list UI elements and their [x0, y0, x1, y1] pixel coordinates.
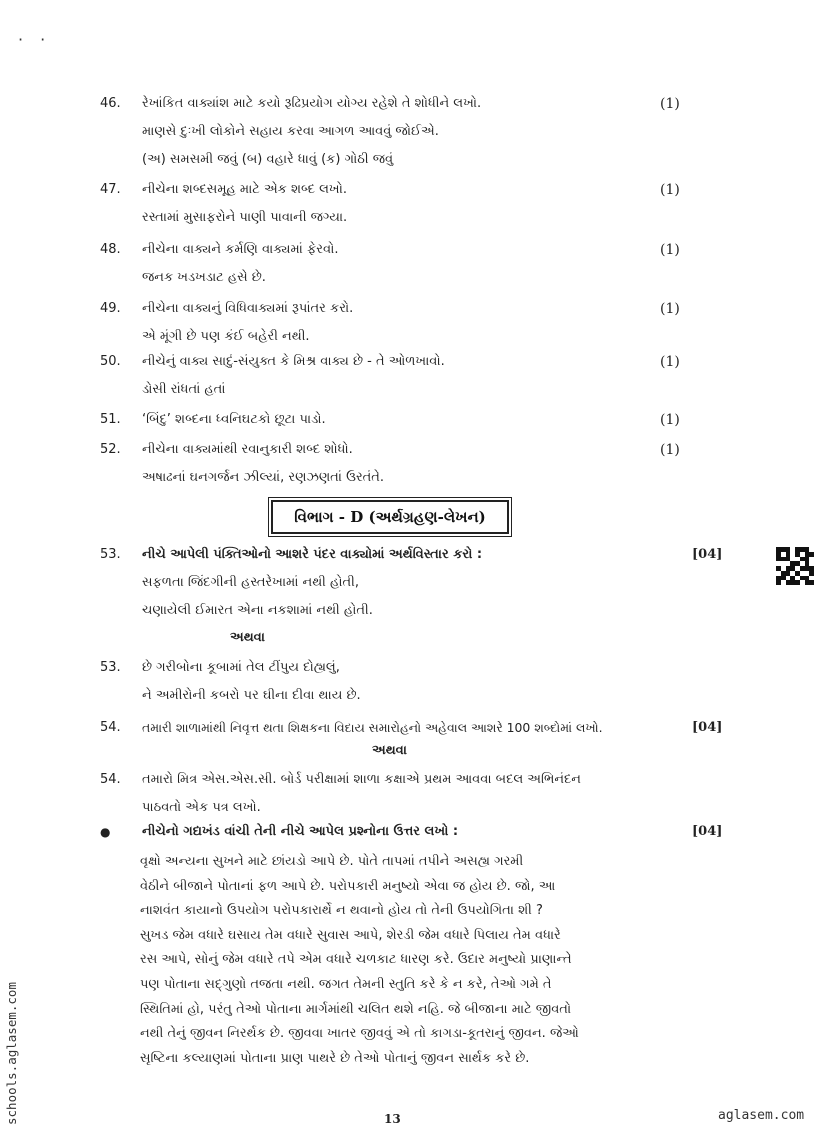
or-label: અથવા: [372, 743, 407, 758]
side-watermark: schools.aglasem.com: [4, 982, 19, 1125]
question-options: (અ) સમસમી જવું (બ) વહારે ધાવું (ક) ગોઠી જવું: [142, 152, 394, 167]
question-48: [100, 236, 720, 292]
question-55: [100, 818, 740, 846]
poem-line: ને અમીરોની કબરો પર ઘીના દીવા થાય છે.: [142, 688, 361, 703]
question-text: નીચેનું વાક્ય સાદું-સંયુક્ત કે મિશ્ર વાક્ય છે - તે ઓળખાવો.: [142, 354, 445, 369]
question-text: નીચેના વાક્યમાંથી રવાનુકારી શબ્દ શોધો.: [142, 442, 353, 457]
question-50: [100, 348, 720, 404]
question-47: [100, 176, 720, 232]
question-54: [100, 714, 740, 742]
passage-line: નાશવંત કાયાનો ઉપયોગ પરોપકારાર્થે ન થવાનો હોય તો તેની ઉપયોગિતા શી ?: [140, 903, 543, 919]
question-marks: (1): [660, 354, 680, 370]
passage-line: સૃષ્ટિના કલ્યાણમાં પોતાના પ્રાણ પાથરે છે તેઓ પોતાનું જીવન સાર્થક કરે છે.: [140, 1050, 530, 1066]
question-51: [100, 406, 720, 434]
passage-line: પણ પોતાના સદ્‌ગુણો તજતા નથી. જગત તેમની સ્તુતિ કરે કે ન કરે, તેઓ ગમે તે: [140, 976, 552, 992]
poem-line: છે ગરીબોના કૂબામાં તેલ ટીંપુય દોહ્યલું,: [142, 660, 340, 675]
question-marks: (1): [660, 412, 680, 428]
question-number: 48.: [100, 242, 121, 257]
question-text: નીચેના વાક્યને કર્મણિ વાક્યમાં ફેરવો.: [142, 242, 339, 257]
question-number: 47.: [100, 182, 121, 197]
question-number: 54.: [100, 720, 121, 735]
question-marks: (1): [660, 182, 680, 198]
question-46: [100, 90, 720, 174]
question-marks: (1): [660, 301, 680, 317]
question-sentence: રસ્તામાં મુસાફરોને પાણી પાવાની જગ્યા.: [142, 210, 348, 225]
question-number: 49.: [100, 301, 121, 316]
passage-line: નથી તેનું જીવન નિરર્થક છે. જીવવા ખાતર જીવવું એ તો કાગડા-કૂતરાનું જીવન. જેઓ: [140, 1026, 579, 1042]
poem-line: સફળતા જિંદગીની હસ્તરેખામાં નથી હોતી,: [142, 575, 359, 590]
question-number: 53.: [100, 660, 121, 675]
question-text: નીચેના શબ્દસમૂહ માટે એક શબ્દ લખો.: [142, 182, 348, 197]
question-52: [100, 436, 720, 492]
question-53: [100, 541, 740, 625]
question-sentence: જનક ખડખડાટ હસે છે.: [142, 270, 266, 285]
question-text: નીચેના વાક્યનું વિધિવાક્યમાં રૂપાંતર કરો.: [142, 301, 354, 316]
passage-line: વૃક્ષો અન્યના સુખને માટે છાંયડો આપે છે. પોતે તાપમાં તપીને અસહ્ય ગરમી: [140, 854, 524, 869]
question-marks: [04]: [692, 547, 723, 562]
page-number: 13: [384, 1112, 401, 1126]
poem-line: ચણાયેલી ઈમારત એના નકશામાં નથી હોતી.: [142, 603, 373, 618]
question-sentence: માણસે દુઃખી લોકોને સહાય કરવા આગળ આવવું જોઈએ.: [142, 124, 439, 139]
question-text: પાઠવતો એક પત્ર લખો.: [142, 800, 261, 815]
question-text: ‘બિંદુ’ શબ્દના ધ્વનિઘટકો છૂટા પાડો.: [142, 412, 326, 427]
question-number: 54.: [100, 772, 121, 787]
question-text: તમારો મિત્ર એસ.એસ.સી. બોર્ડ પરીક્ષામાં શાળા કક્ષાએ પ્રથમ આવવા બદલ અભિનંદન: [142, 772, 581, 787]
question-marks: (1): [660, 96, 680, 112]
bullet-icon: ●: [100, 825, 111, 839]
scan-specks: · ·: [18, 30, 52, 49]
passage-line: સુખડ જેમ વધારે ઘસાય તેમ વધારે સુવાસ આપે, શેરડી જેમ વધારે પિલાય તેમ વધારે: [140, 927, 561, 943]
passage-line: સ્થિતિમાં હો, પરંતુ તેઓ પોતાના માર્ગમાંથી ચલિત થશે નહિ. જે બીજાના માટે જીવતો: [140, 1001, 572, 1017]
question-54-alt: [100, 766, 720, 822]
question-text: રેખાંકિત વાક્યાંશ માટે કયો રૂઢિપ્રયોગ યોગ્ય રહેશે તે શોધીને લખો.: [142, 96, 482, 111]
question-marks: [04]: [692, 824, 723, 839]
question-number: 50.: [100, 354, 121, 369]
question-49: [100, 295, 720, 351]
section-d-heading: વિભાગ - D (અર્થગ્રહણ-લેખન): [271, 500, 509, 534]
or-label: અથવા: [230, 630, 265, 645]
question-marks: (1): [660, 242, 680, 258]
passage-line: રસ આપે, સોનું જેમ વધારે તપે એમ વધારે ચળકાટ ધારણ કરે. ઉદાર મનુષ્યો પ્રાણાન્તે: [140, 952, 572, 968]
question-text: નીચે આપેલી પંક્તિઓનો આશરે પંદર વાક્યોમાં અર્થવિસ્તાર કરો :: [142, 547, 483, 562]
passage: [140, 850, 640, 1071]
question-number: 51.: [100, 412, 121, 427]
question-number: 46.: [100, 96, 121, 111]
question-text: તમારી શાળામાંથી નિવૃત્ત થતા શિક્ષકના વિદાય સમારોહનો અહેવાલ આશરે 100 શબ્દોમાં લખો.: [142, 720, 603, 735]
question-number: 52.: [100, 442, 121, 457]
question-number: 53.: [100, 547, 121, 562]
question-sentence: ડોસી રાંધતાં હતાં: [142, 382, 226, 397]
question-text: નીચેનો ગદ્યખંડ વાંચી તેની નીચે આપેલ પ્રશ્નોના ઉત્તર લખો :: [142, 824, 459, 839]
footer-watermark: aglasem.com: [718, 1108, 805, 1123]
qr-code-icon: [776, 547, 814, 585]
question-53-alt: [100, 654, 720, 710]
question-sentence: એ મૂંગી છે પણ કંઈ બહેરી નથી.: [142, 329, 310, 344]
passage-line: વેઠીને બીજાને પોતાનાં ફળ આપે છે. પરોપકારી મનુષ્યો એવા જ હોય છે. જો, આ: [140, 878, 556, 894]
question-marks: (1): [660, 442, 680, 458]
question-marks: [04]: [692, 720, 723, 735]
question-sentence: અષાઢનાં ઘનગર્જન ઝીલ્યાં, રણઝણતાં ઉરતંતે.: [142, 470, 385, 485]
